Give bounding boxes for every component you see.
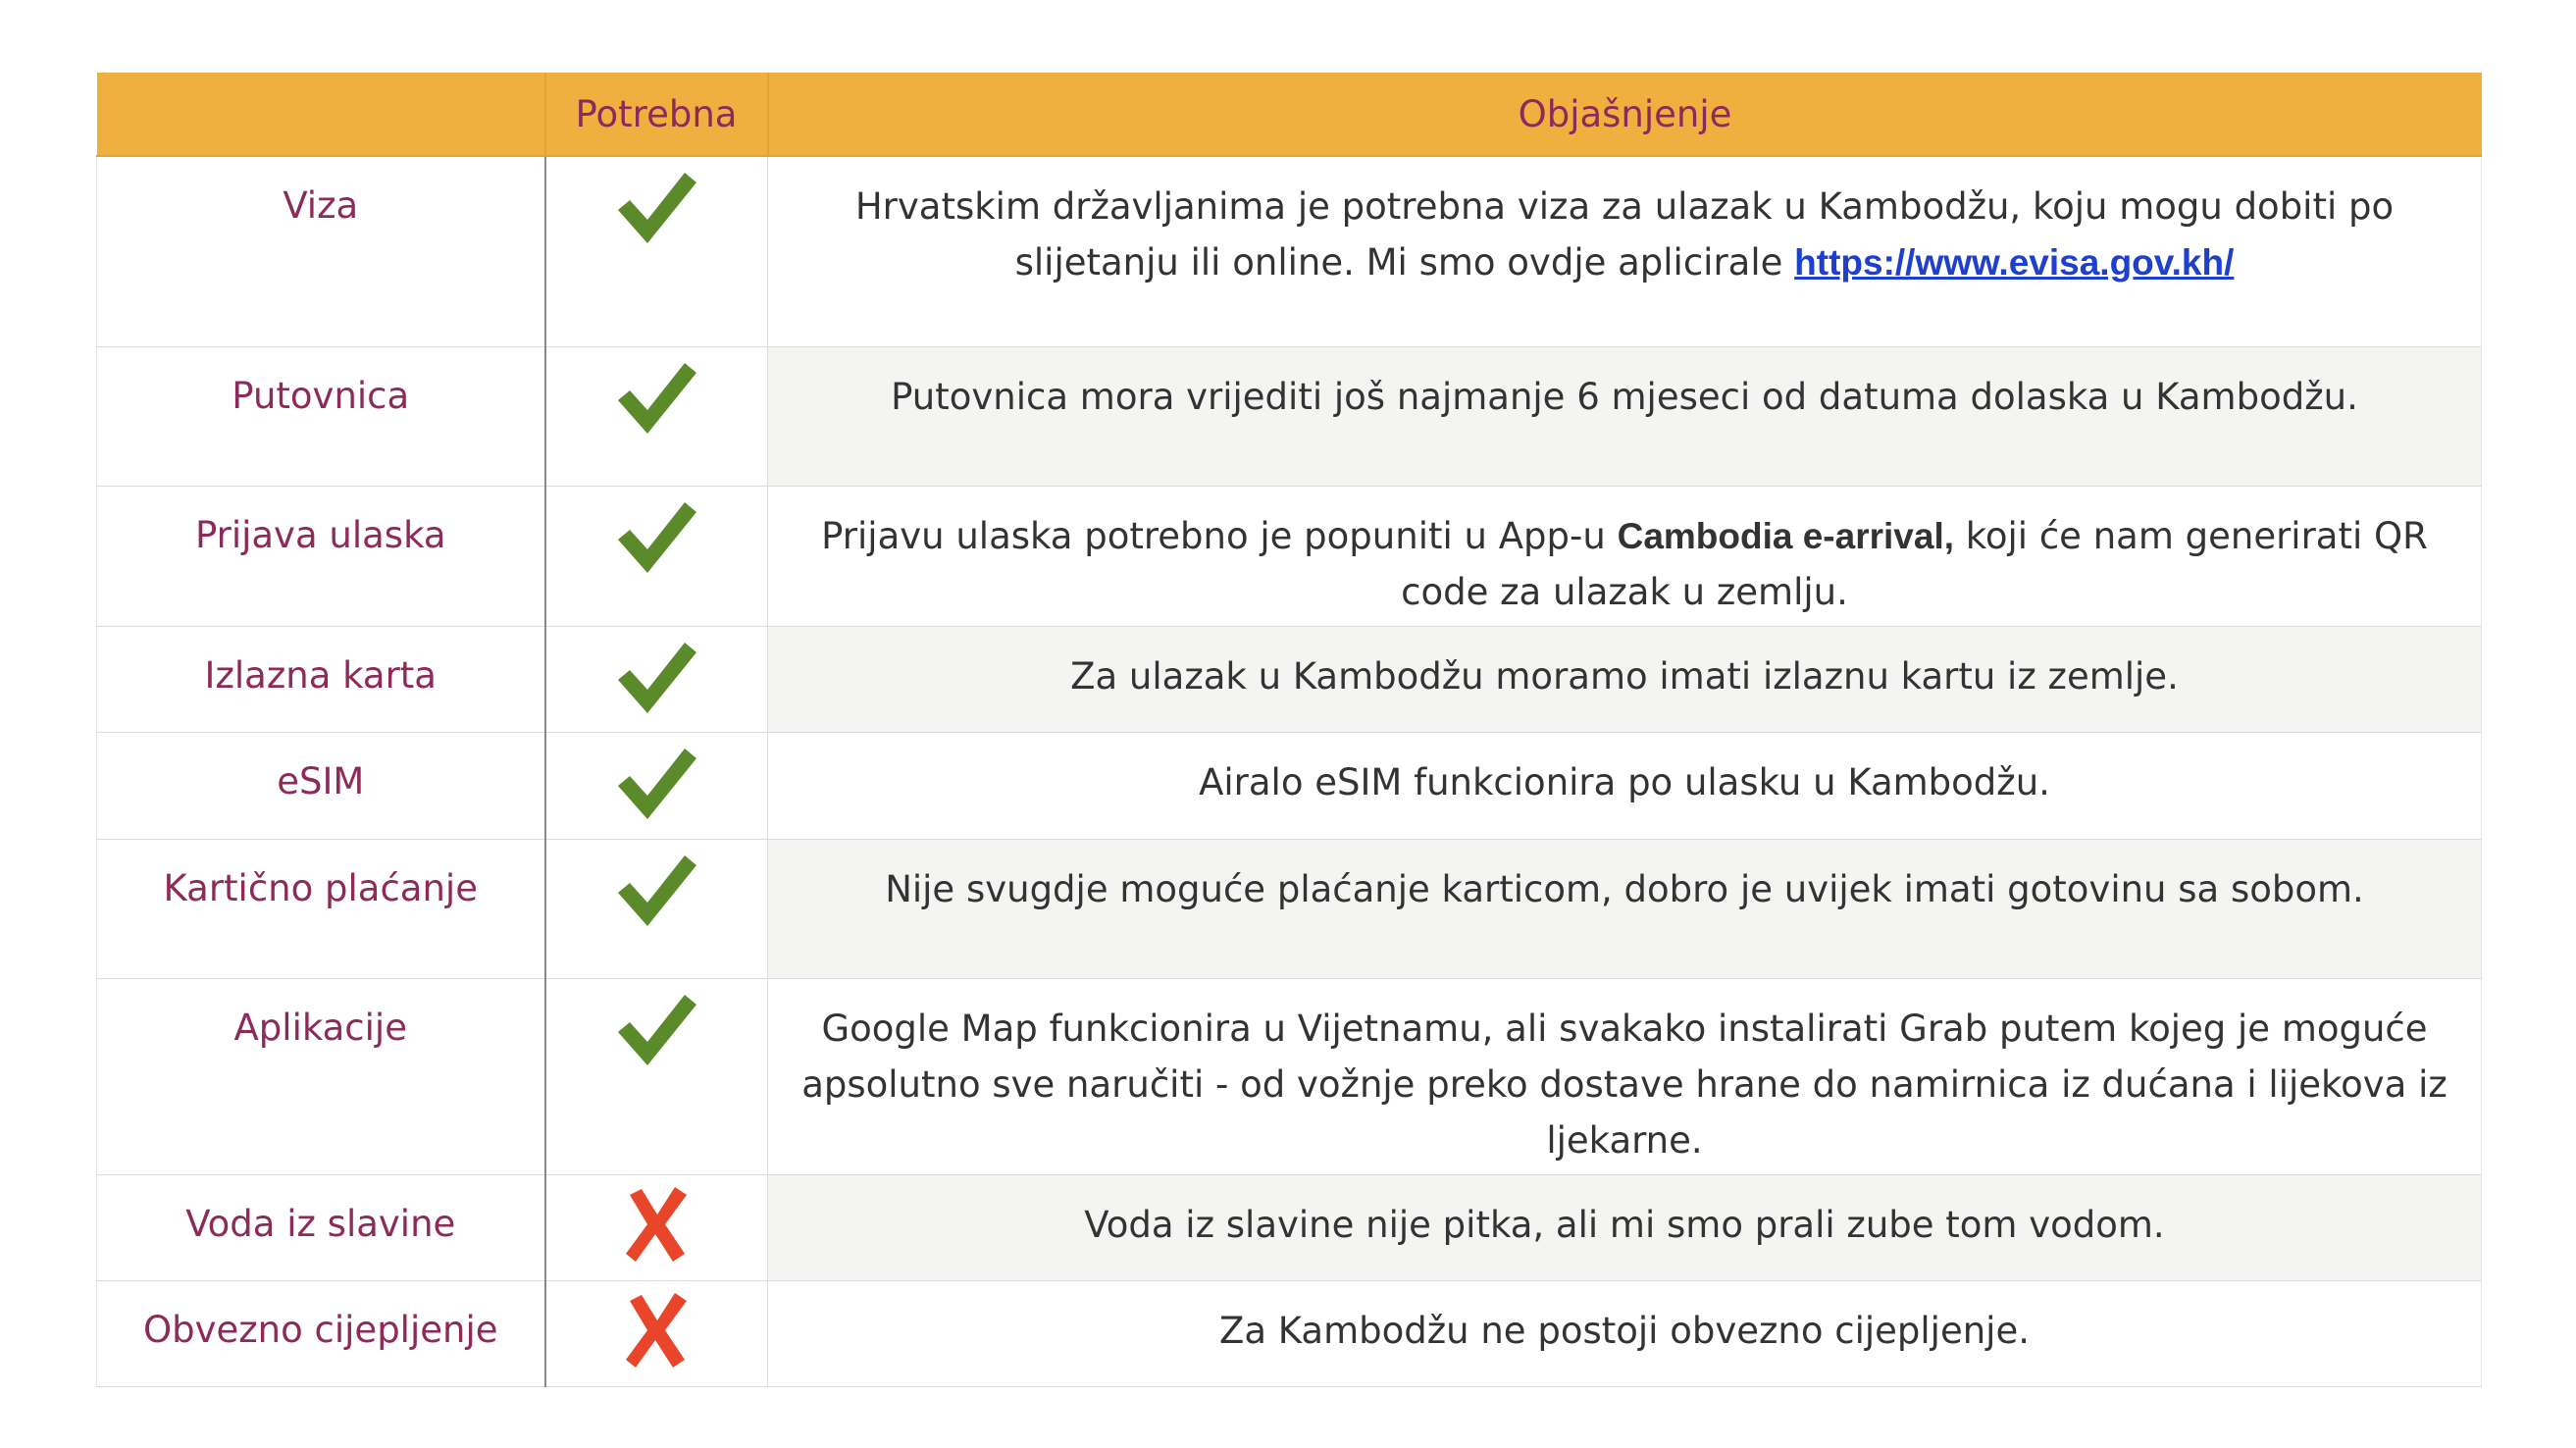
table-row [97,839,2482,978]
table-row [97,156,2482,346]
check-icon [614,915,698,934]
row-category: Izlazna karta [97,626,545,732]
row-category: Viza [97,156,545,346]
row-explanation: Airalo eSIM funkcionira po ulasku u Kambodžu. [768,732,2482,839]
row-explanation: Nije svugdje moguće plaćanje karticom, dobro je uvijek imati gotovinu sa sobom. [768,839,2482,978]
row-category: Aplikacije [97,978,545,1174]
table-row [97,732,2482,839]
row-category: eSIM [97,732,545,839]
table-row [97,346,2482,486]
row-status [545,626,768,732]
cross-icon [622,1249,691,1267]
header-empty-cell [97,73,545,156]
explanation-text-after: koji će nam generirati QR code za ulazak u zemlju. [1401,514,2428,613]
check-icon [614,423,698,441]
row-explanation [768,486,2482,626]
table-row [97,978,2482,1174]
table-row [97,486,2482,626]
row-explanation: Putovnica mora vrijediti još najmanje 6 mjeseci od datuma dolaska u Kambodžu. [768,346,2482,486]
table-row [97,1174,2482,1280]
explanation-text: Hrvatskim državljanima je potrebna viza za ulazak u Kambodžu, koju mogu dobiti po slijetanju ili online. Mi smo ovdje aplicirale [854,185,2395,284]
row-category: Prijava ulaska [97,486,545,626]
row-category: Obvezno cijepljenje [97,1280,545,1386]
row-status [545,839,768,978]
cross-icon [622,1355,691,1373]
row-status [545,1280,768,1386]
app-name: Cambodia e-arrival, [1617,515,1954,556]
row-explanation [768,156,2482,346]
row-category: Voda iz slavine [97,1174,545,1280]
row-explanation: Google Map funkcionira u Vijetnamu, ali svakako instalirati Grab putem kojeg je moguće apsolutno sve naručiti - od vožnje preko dostave hrane do namirnica iz dućana i lijekova iz ljekarne. [768,978,2482,1174]
table-row [97,626,2482,732]
check-icon [614,1055,698,1073]
check-icon [614,808,698,827]
explanation-text-before: Prijavu ulaska potrebno je popuniti u App-u [821,514,1606,557]
row-status [545,346,768,486]
header-required: Potrebna [545,73,768,156]
header-explanation: Objašnjenje [768,73,2482,156]
check-icon [614,562,698,581]
row-status [545,1174,768,1280]
table-row [97,1280,2482,1386]
check-icon [614,233,698,251]
row-category: Putovnica [97,346,545,486]
check-icon [614,702,698,721]
row-explanation: Za Kambodžu ne postoji obvezno cijepljenje. [768,1280,2482,1386]
row-status [545,978,768,1174]
row-category: Kartično plaćanje [97,839,545,978]
requirements-table [96,73,2482,1387]
row-explanation: Voda iz slavine nije pitka, ali mi smo prali zube tom vodom. [768,1174,2482,1280]
row-status [545,156,768,346]
row-explanation: Za ulazak u Kambodžu moramo imati izlaznu kartu iz zemlje. [768,626,2482,732]
table-header-row [97,73,2482,156]
row-status [545,486,768,626]
row-status [545,732,768,839]
evisa-link[interactable]: https://www.evisa.gov.kh/ [1794,242,2235,283]
